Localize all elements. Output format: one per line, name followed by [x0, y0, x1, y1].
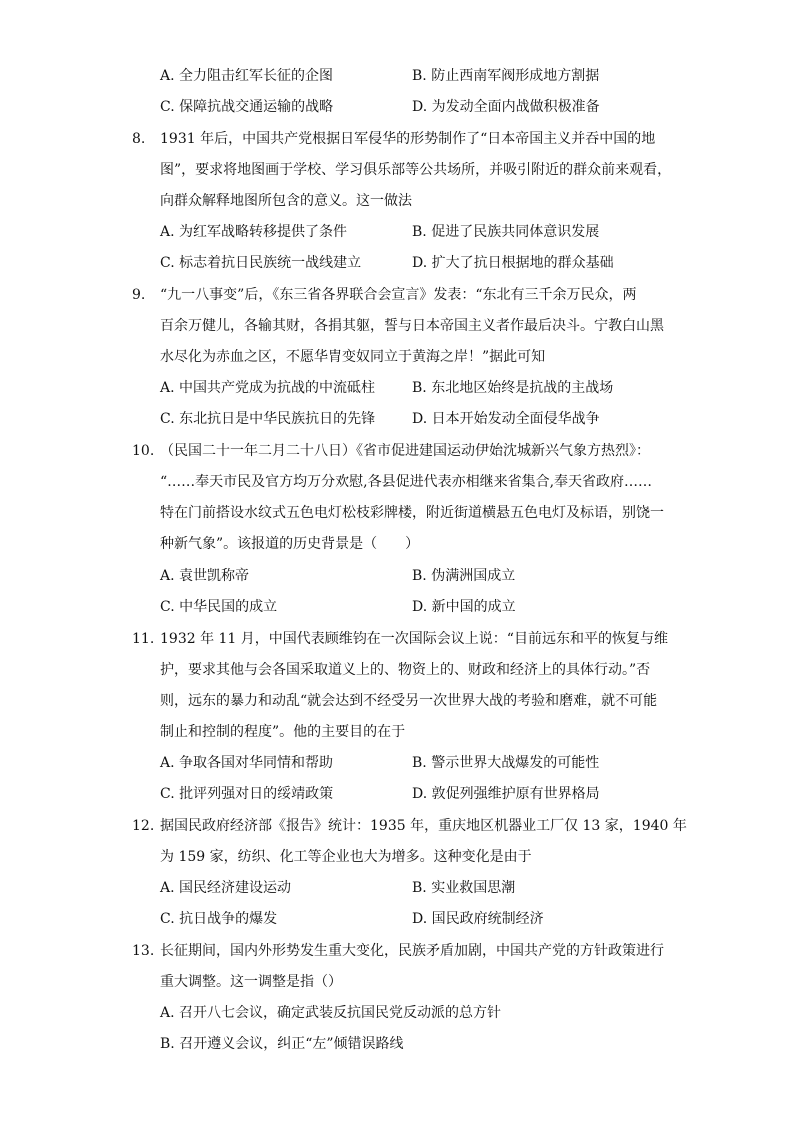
prev-options-row-1 [160, 64, 720, 88]
option-c: C. 保障抗战交通运输的战略 [160, 99, 334, 115]
q9-options-row-2 [160, 407, 720, 431]
question-10 [132, 436, 672, 560]
q12-options-row-1 [160, 876, 720, 900]
prev-options-row-2 [160, 95, 720, 119]
option-d: D. 日本开始发动全面侵华战争 [412, 411, 600, 427]
option-c: C. 批评列强对日的绥靖政策 [160, 786, 334, 802]
question-12 [132, 811, 687, 873]
question-number: 9. [132, 287, 146, 303]
option-b: B. 东北地区始终是抗战的主战场 [412, 380, 614, 396]
option-a: A. 袁世凯称帝 [160, 568, 250, 584]
q10-options-row-1 [160, 564, 720, 588]
option-d: D. 为发动全面内战做积极准备 [412, 99, 600, 115]
question-11 [132, 624, 672, 748]
q11-options-row-1 [160, 751, 720, 775]
question-number: 13. [132, 943, 155, 959]
option-a: A. 为红军战略转移提供了条件 [160, 224, 348, 240]
q12-options-row-2 [160, 907, 720, 931]
option-b: B. 防止西南军阀形成地方割据 [412, 68, 600, 84]
q8-options-row-1 [160, 220, 720, 244]
option-a: A. 中国共产党成为抗战的中流砥柱 [160, 380, 376, 396]
q10-options-row-2 [160, 595, 720, 619]
question-8 [132, 124, 672, 217]
question-number: 10. [132, 443, 155, 459]
question-stem: （民国二十一年二月二十八日）《省市促进建国运动伊始沈城新兴气象方热烈》： “……奉天市民及官方均万分欢慰,各县促进代表亦相继来省集合,奉天省政府…… 特在门前搭设水纹式五色电灯松枝彩牌楼，附近街道横悬五色电灯及标语，别饶一 种新气象”。该报道的历史背景是（ ） [160, 443, 664, 552]
option-c: C. 抗日战争的爆发 [160, 911, 278, 927]
question-stem: 长征期间，国内外形势发生重大变化，民族矛盾加剧，中国共产党的方针政策进行 重大调整。这一调整是指（） [160, 943, 664, 990]
q13-option-b: B. 召开遵义会议，纠正“左”倾错误路线 [160, 1036, 404, 1052]
question-number: 8. [132, 131, 146, 147]
question-stem: 据国民政府经济部《报告》统计：1935 年，重庆地区机器业工厂仅 13 家，1940 年 为 159 家，纺织、化工等企业也大为增多。这种变化是由于 [160, 818, 687, 865]
option-b: B. 促进了民族共同体意识发展 [412, 224, 600, 240]
q9-options-row-1 [160, 376, 720, 400]
option-c: C. 标志着抗日民族统一战线建立 [160, 255, 362, 271]
question-13 [132, 936, 672, 998]
question-stem: 1931 年后，中国共产党根据日军侵华的形势制作了“日本帝国主义并吞中国的地 图”，要求将地图画于学校、学习俱乐部等公共场所，并吸引附近的群众前来观看， 向群众解释地图所包含的意义。这一做法 [160, 131, 672, 209]
q8-options-row-2 [160, 251, 720, 275]
option-c: C. 中华民国的成立 [160, 599, 278, 615]
option-a: A. 全力阻击红军长征的企图 [160, 68, 334, 84]
question-stem: “九一八事变”后，《东三省各界联合会宣言》发表：“东北有三千余万民众，两 百余万健儿，各输其财，各捐其躯，誓与日本帝国主义者作最后决斗。宁教白山黑 水尽化为赤血之区，不愿华胄变奴同立于黄海之岸！”据此可知 [160, 287, 664, 365]
option-b: B. 警示世界大战爆发的可能性 [412, 755, 600, 771]
option-d: D. 敦促列强维护原有世界格局 [412, 786, 600, 802]
q13-option-a: A. 召开八七会议，确定武装反抗国民党反动派的总方针 [160, 1005, 502, 1021]
option-a: A. 国民经济建设运动 [160, 880, 292, 896]
option-c: C. 东北抗日是中华民族抗日的先锋 [160, 411, 376, 427]
option-b: B. 实业救国思潮 [412, 880, 516, 896]
option-d: D. 新中国的成立 [412, 599, 516, 615]
question-number: 12. [132, 818, 155, 834]
option-a: A. 争取各国对华同情和帮助 [160, 755, 334, 771]
question-number: 11. [132, 631, 155, 647]
q11-options-row-2 [160, 782, 720, 806]
option-d: D. 国民政府统制经济 [412, 911, 544, 927]
option-d: D. 扩大了抗日根据地的群众基础 [412, 255, 614, 271]
option-b: B. 伪满洲国成立 [412, 568, 516, 584]
question-9 [132, 280, 672, 373]
question-stem: 1932 年 11 月，中国代表顾维钧在一次国际会议上说：“目前远东和平的恢复与维 护，要求其他与会各国采取道义上的、物资上的、财政和经济上的具体行动。”否 则，远东的暴力和动乱“就会达到不经受另一次世界大战的考验和磨难，就不可能 制止和控制的程度”。他的主要目的在于 [160, 631, 668, 740]
